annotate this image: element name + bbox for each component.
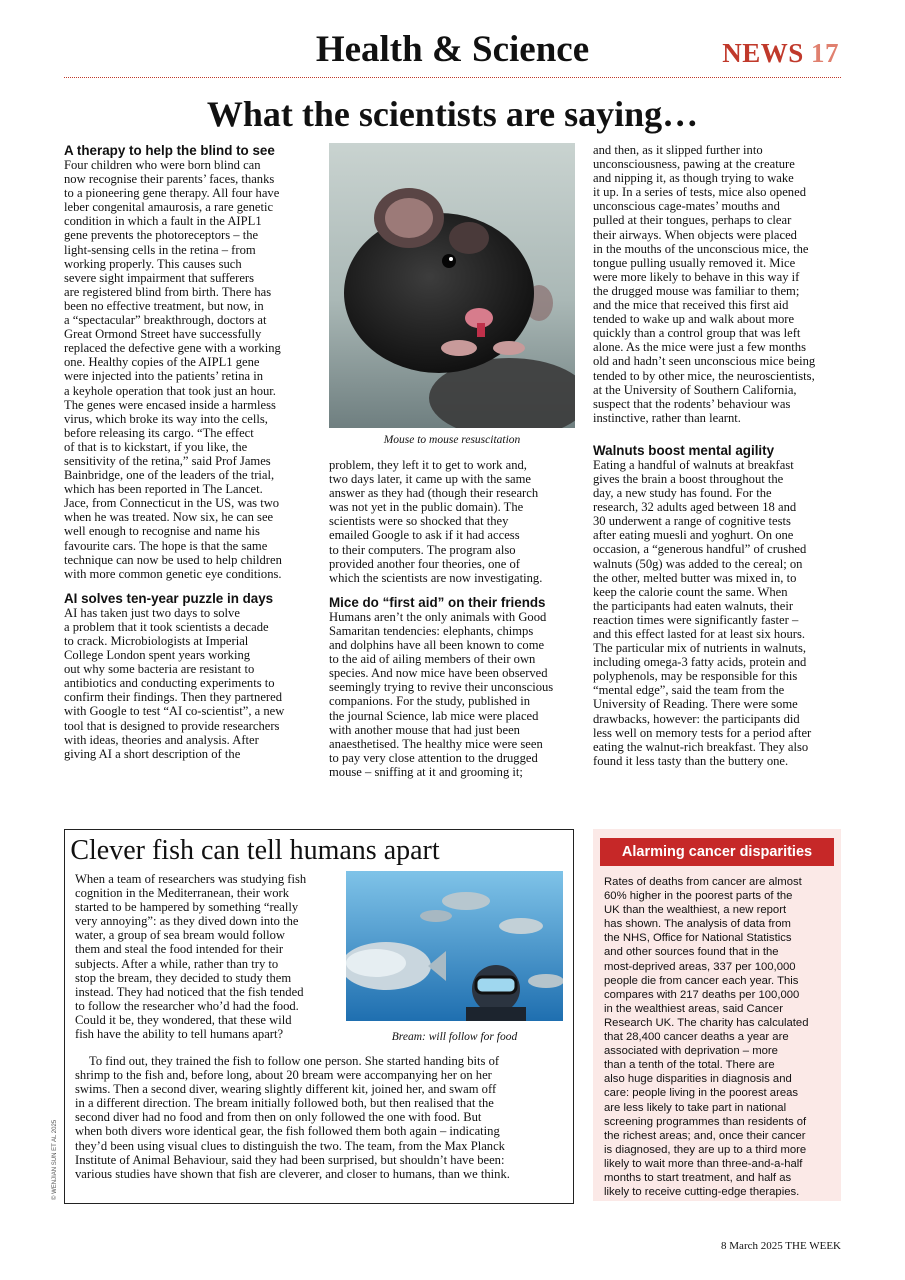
fish-photo	[346, 871, 563, 1021]
text-line: now recognise their parents’ faces, thanks	[64, 172, 275, 187]
text-line: been no effective treatment, but now, in	[64, 298, 264, 313]
text-line: and nipping it, as though trying to wake	[593, 171, 794, 186]
article-body-ai-puzzle	[64, 606, 316, 761]
text-line: less well on memory tests for a period after	[593, 725, 812, 740]
text-line: tended to wake up and walk about more	[593, 312, 795, 327]
text-line: “mental edge”, said the team from the	[593, 683, 785, 698]
text-line: alone. As the mice were just a few months	[593, 340, 806, 355]
text-line: Research UK. The charity has calculated	[604, 1016, 809, 1029]
text-line: mouse – sniffing at it and grooming it;	[329, 764, 523, 779]
text-line: answer as they had (though their research	[329, 486, 539, 501]
text-line: and then, as it slipped further into	[593, 143, 763, 157]
text-line: provided another four theories, one of	[329, 556, 520, 571]
text-line: suspect that the rodents’ behaviour was	[593, 396, 791, 411]
text-line: including omega-3 fatty acids, protein and	[593, 655, 807, 670]
text-line: College London spent years working	[64, 648, 251, 663]
news-label: NEWS	[722, 38, 804, 68]
text-line: swims. Then a second diver, wearing slightly different kit, joined her, and swam off	[75, 1082, 497, 1097]
text-line: care: people living in the poorest areas	[604, 1087, 799, 1100]
text-line: research, 32 adults aged between 18 and	[593, 500, 797, 515]
text-line: various studies have shown that fish are cleverer, and closer to humans, than we think.	[75, 1166, 510, 1181]
text-line: it up. In a series of tests, mice also opened	[593, 185, 806, 200]
fish-para-1	[75, 872, 345, 1041]
page-headline: What the scientists are saying…	[206, 94, 699, 134]
text-line: screening programmes than residents of	[604, 1115, 807, 1128]
text-line: Eating a handful of walnuts at breakfast	[593, 457, 794, 472]
text-line: companions. For the study, published in	[329, 694, 531, 709]
text-line: leber congenital amaurosis, a rare genetic	[64, 200, 274, 215]
text-line: were injected into the patients’ retina in	[64, 369, 264, 384]
text-line: technique can now be used to help children	[64, 552, 282, 567]
text-line: working properly. This causes such	[64, 256, 242, 271]
text-line: eating the walnut-rich breakfast. They also	[593, 739, 809, 754]
text-line: When a team of researchers was studying fish	[75, 872, 307, 886]
text-line: and the mice that received this first aid	[593, 298, 789, 313]
text-line: confirm their findings. Then they partnered	[64, 690, 282, 705]
text-line: when he was treated. Now six, he can see	[64, 510, 274, 525]
text-line: old and hadn’t seen unconscious mice being	[593, 354, 816, 369]
text-line: and other sources found that in the	[604, 946, 779, 959]
text-line: subjects. After a while, rather than try to	[75, 956, 279, 971]
text-line: water, a group of sea bream would follow	[75, 928, 286, 943]
text-line: one. Healthy copies of the AIPL1 gene	[64, 355, 260, 370]
text-line: severe sight impairment that sufferers	[64, 270, 255, 285]
text-line: likely to receive cutting-edge therapies.	[604, 1186, 800, 1199]
text-line: people die from cancer each year. This	[604, 974, 799, 987]
text-line: To find out, they trained the fish to follow one person. She started handing bits of	[89, 1054, 500, 1068]
text-line: pulled at their tongues, perhaps to clear	[593, 213, 792, 228]
text-line: favourite cars. The hope is that the same	[64, 538, 268, 553]
text-line: the other, melted butter was mixed in, to	[593, 570, 797, 585]
text-line: two days later, it came up with the same	[329, 472, 531, 487]
text-line: The genes were encased inside a harmless	[64, 397, 276, 412]
text-line: the journal Science, lab mice were placed	[329, 708, 539, 723]
page-label	[722, 38, 839, 69]
text-line: Could it be, they wondered, that these wild	[75, 1012, 292, 1027]
column-3	[593, 143, 845, 768]
text-line: than a tenth of the total. There are	[604, 1059, 775, 1072]
text-line: the NHS, Office for National Statistics	[604, 932, 792, 945]
text-line: occasion, a “generous handful” of crushed	[593, 542, 807, 557]
text-line: also huge disparities in diagnosis and	[604, 1073, 792, 1086]
article-head-ai-puzzle: AI solves ten-year puzzle in days	[64, 590, 274, 606]
text-line: quickly than a control group that was left	[593, 326, 801, 341]
fish-article-title: Clever fish can tell humans apart	[70, 835, 440, 866]
text-line: at the University of Southern California,	[593, 382, 797, 397]
fish-para-2	[75, 1054, 569, 1181]
text-line: cognition in the Mediterranean, their work	[75, 886, 290, 901]
cancer-sidebar-body	[604, 875, 832, 1199]
text-line: a “spectacular” breakthrough, doctors at	[64, 313, 267, 328]
text-line: the richest areas; and, once their cancer	[604, 1129, 806, 1142]
text-line: instead. They had noticed that the fish tended	[75, 984, 304, 999]
text-line: in the wealthiest areas, said Cancer	[604, 1002, 783, 1015]
text-line: Institute of Animal Behaviour, said they had been surprised, but shouldn’t have been:	[75, 1152, 505, 1167]
text-line: reaction times were significantly faster –	[593, 612, 799, 627]
text-line: to pay very close attention to the drugged	[329, 750, 538, 765]
article-body-walnuts	[593, 458, 845, 768]
article-head-blind-therapy: A therapy to help the blind to see	[64, 143, 275, 158]
cancer-sidebar-title: Alarming cancer disparities	[600, 838, 834, 866]
article-head-mice-first-aid: Mice do “first aid” on their friends	[329, 594, 546, 610]
text-line: to follow the researcher who’d had the food.	[75, 998, 299, 1013]
text-line: giving AI a short description of the	[64, 746, 241, 761]
mouse-photo-caption: Mouse to mouse resuscitation	[383, 434, 521, 446]
column-2	[329, 458, 577, 779]
text-line: of that is to kickstart, if you like, the	[64, 439, 248, 454]
text-line: seemingly trying to revive their unconscious	[329, 680, 554, 695]
text-line: with more common genetic eye conditions.	[64, 566, 282, 581]
text-line: instinctive, rather than learnt.	[593, 410, 741, 425]
mouse-photo	[329, 143, 575, 428]
text-line: associated with deprivation – more	[604, 1045, 778, 1058]
text-line: light-sensing cells in the retina – from	[64, 242, 256, 257]
text-line: anaesthetised. The healthy mice were seen	[329, 736, 543, 751]
text-line: that 28,400 cancer deaths a year are	[604, 1031, 789, 1044]
text-line: likely to wait more than three-and-a-half	[604, 1157, 803, 1170]
text-line: emailed Google to ask if it had access	[329, 528, 520, 543]
text-line: sensitivity of the retina,” said Prof James	[64, 453, 271, 468]
text-line: tongue pulling usually removed it. Mice	[593, 255, 796, 270]
text-line: Jace, from Connecticut in the US, was two	[64, 496, 280, 511]
text-line: to their computers. The program also	[329, 542, 516, 557]
text-line: them and steal the food intended for their	[75, 942, 284, 957]
text-line: in a different direction. The bream initially followed both, but then realised that the	[75, 1096, 494, 1111]
text-line: with ideas, theories and analysis. After	[64, 732, 259, 747]
text-line: unconsciousness, pawing at the creature	[593, 157, 795, 172]
text-line: months to start treatment, and half as	[604, 1171, 792, 1184]
text-line: 30 underwent a range of cognitive tests	[593, 514, 791, 529]
text-line: gives the brain a boost throughout the	[593, 471, 784, 486]
text-line: Rates of deaths from cancer are almost	[604, 876, 802, 888]
text-line: to the aid of ailing members of their own	[329, 652, 536, 667]
text-line: are registered blind from birth. There has	[64, 284, 272, 299]
text-line: condition in which a fault in the AIPL1	[64, 214, 262, 229]
text-line: tended to by other mice, the neuroscientists,	[593, 368, 815, 383]
text-line: AI has taken just two days to solve	[64, 605, 240, 620]
text-line: UK than the wealthiest, a new report	[604, 904, 787, 917]
text-line: tool that is designed to provide researchers	[64, 718, 280, 733]
text-line: second diver had no food and from then on only followed the one with food. But	[75, 1110, 482, 1125]
text-line: replaced the defective gene with a working	[64, 341, 281, 356]
text-line: shrimp to the fish and, before long, about 20 bream were accompanying her on her	[75, 1068, 492, 1083]
text-line: walnuts (50g) was added to the cereal; on	[593, 556, 803, 571]
text-line: fish have the ability to tell humans apart?	[75, 1027, 284, 1042]
text-line: very annoying”: as they dived down into the	[75, 914, 299, 929]
article-body-ai-puzzle-cont	[329, 458, 577, 585]
text-line: were more likely to behave in this way if	[593, 269, 800, 284]
text-line: compares with 217 deaths per 100,000	[604, 988, 800, 1001]
text-line: stop the bream, they decided to study them	[75, 970, 292, 985]
text-line: and dolphins have all been known to come	[329, 638, 545, 653]
text-line: with another mouse that had just been	[329, 722, 520, 737]
text-line: The particular mix of nutrients in walnuts,	[593, 641, 806, 656]
text-line: and this effect lasted for at least six hours.	[593, 627, 806, 641]
text-line: antibiotics and conducting experiments to	[64, 676, 275, 691]
text-line: are less likely to take part in national	[604, 1101, 787, 1114]
text-line: to crack. Microbiologists at Imperial	[64, 634, 249, 648]
text-line: started to be hampered by something “really	[75, 900, 299, 915]
text-line: before releasing its cargo. “The effect	[64, 425, 254, 440]
text-line: which has been reported in The Lancet.	[64, 482, 263, 497]
photo-credit: © WENJIAN SUN ET AL 2025	[52, 1119, 58, 1200]
text-line: Bainbridge, one of the leaders of the trial,	[64, 468, 275, 483]
article-head-walnuts: Walnuts boost mental agility	[593, 442, 775, 458]
text-line: Humans aren’t the only animals with Good	[329, 609, 547, 624]
text-line: Four children who were born blind can	[64, 158, 261, 172]
text-line: keep the calorie count the same. When	[593, 584, 788, 599]
text-line: species. And now mice have been observed	[329, 666, 548, 681]
text-line: a problem that it took scientists a decade	[64, 619, 269, 634]
text-line: has shown. The analysis of data from	[604, 918, 791, 931]
text-line: gene prevents the photoreceptors – the	[64, 228, 259, 243]
text-line: with Google to test “AI co-scientist”, a new	[64, 704, 285, 719]
text-line: virus, which broke its way into the cells,	[64, 411, 268, 426]
text-line: in the mouths of the unconscious mice, the	[593, 241, 809, 256]
text-line: drawbacks, however: the participants did	[593, 711, 800, 726]
text-line: is diagnosed, they are up to a third more	[604, 1143, 807, 1156]
section-title: Health & Science	[315, 29, 590, 70]
text-line: the drugged mouse was familiar to them;	[593, 283, 800, 298]
text-line: after eating muesli and yoghurt. On one	[593, 528, 794, 543]
text-line: was not yet in the public domain). The	[329, 500, 524, 515]
text-line: 60% higher in the poorest parts of the	[604, 890, 793, 903]
column-1	[64, 143, 316, 761]
text-line: a keyhole operation that took just an hour.	[64, 383, 276, 398]
text-line: their airways. When objects were placed	[593, 227, 797, 242]
text-line: unconscious cage-mates’ mouths and	[593, 199, 780, 214]
text-line: polyphenols, may be responsible for this	[593, 669, 798, 684]
header-rule	[64, 77, 841, 78]
text-line: found it less tasty than the buttery one.	[593, 753, 789, 768]
text-line: the participants had eaten walnuts, their	[593, 598, 794, 613]
text-line: University of Reading. There were some	[593, 697, 798, 712]
article-body-mice-first-aid	[329, 610, 577, 779]
text-line: well enough to recognise and name his	[64, 524, 260, 539]
article-body-blind-therapy	[64, 158, 316, 581]
text-line: which the scientists are now investigating.	[329, 570, 543, 585]
text-line: they’d been using visual clues to distinguish the two. The team, from the Max Planck	[75, 1138, 505, 1153]
text-line: problem, they left it to get to work and,	[329, 458, 527, 472]
text-line: out why some bacteria are resistant to	[64, 662, 255, 677]
page-number: 17	[811, 38, 839, 68]
text-line: day, a new study has found. For the	[593, 486, 772, 501]
text-line: to a pioneering gene therapy. All four have	[64, 186, 280, 201]
fish-photo-caption: Bream: will follow for food	[391, 1031, 518, 1043]
page-footer: 8 March 2025 THE WEEK	[721, 1240, 841, 1252]
text-line: when both divers wore identical gear, the fish followed them both again – indicating	[75, 1124, 500, 1139]
text-line: Samaritan tendencies: elephants, chimps	[329, 623, 534, 638]
article-body-mice-cont	[593, 143, 845, 425]
text-line: Great Ormond Street have successfully	[64, 327, 262, 342]
text-line: most-deprived areas, 337 per 100,000	[604, 960, 796, 973]
text-line: scientists were so shocked that they	[329, 514, 509, 529]
